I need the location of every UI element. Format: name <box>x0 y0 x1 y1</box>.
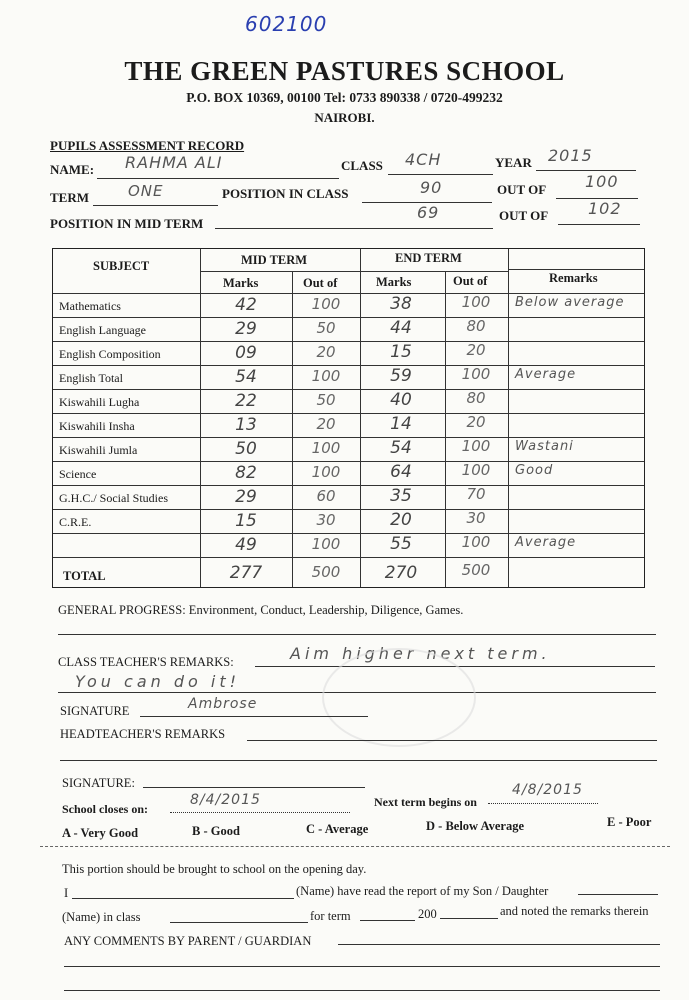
total-label: TOTAL <box>63 569 106 583</box>
mid-marks-cell: 54 <box>235 367 257 387</box>
outof2-label: OUT OF <box>499 208 549 223</box>
mid-outof-cell: 20 <box>316 415 336 433</box>
subject-header: SUBJECT <box>93 259 150 273</box>
mid-outof-header: Out of <box>303 276 338 290</box>
school-address: P.O. BOX 10369, 00100 Tel: 0733 890338 / 0720-499232 <box>186 90 503 105</box>
slip-term-line <box>360 920 415 921</box>
mid-marks-cell: 49 <box>235 535 257 555</box>
mid-marks-cell: 13 <box>235 415 257 435</box>
next-term-label: Next term begins on <box>374 795 477 809</box>
headteacher-line-2 <box>60 760 657 761</box>
class-line <box>388 174 493 175</box>
end-marks-cell: 15 <box>390 342 412 362</box>
grade-b: B - Good <box>192 824 240 838</box>
mid-marks-cell: 29 <box>235 487 257 507</box>
total-mid-outof: 500 <box>311 563 341 581</box>
subject-cell: Kiswahili Jumla <box>59 443 138 457</box>
school-name: THE GREEN PASTURES SCHOOL <box>124 56 565 86</box>
general-progress: GENERAL PROGRESS: Environment, Conduct, Leadership, Diligence, Games. <box>58 603 464 617</box>
end-marks-header: Marks <box>376 275 412 289</box>
grade-c: C - Average <box>306 822 369 836</box>
end-marks-cell: 54 <box>390 438 412 458</box>
comments-label: ANY COMMENTS BY PARENT / GUARDIAN <box>64 934 312 948</box>
subject-cell: Kiswahili Insha <box>59 419 135 433</box>
subject-cell: Science <box>59 467 97 481</box>
row-divider <box>53 509 644 510</box>
slip-line1-start: I <box>64 886 69 900</box>
outof-value: 100 <box>585 172 619 191</box>
subject-cell: Kiswahili Lugha <box>59 395 140 409</box>
remark-cell: Average <box>515 367 577 382</box>
end-marks-cell: 40 <box>390 390 412 410</box>
position-label: POSITION IN CLASS <box>222 186 349 201</box>
position-value: 90 <box>420 178 443 197</box>
record-title: PUPILS ASSESSMENT RECORD <box>50 138 245 153</box>
header-divider <box>508 269 644 270</box>
signature-value: Ambrose <box>188 696 258 712</box>
end-outof-cell: 30 <box>466 509 486 527</box>
remark-cell: Good <box>515 463 554 478</box>
row-divider <box>53 557 644 558</box>
comments-line-2 <box>64 966 660 967</box>
row-divider <box>53 317 644 318</box>
end-outof-cell: 100 <box>461 293 491 311</box>
comments-line-1 <box>338 944 660 945</box>
end-marks-cell: 35 <box>390 486 412 506</box>
endterm-header: END TERM <box>395 251 462 265</box>
mid-marks-header: Marks <box>223 276 259 290</box>
comments-line-3 <box>64 990 660 991</box>
slip-class-line <box>170 922 308 923</box>
signature2-label: SIGNATURE: <box>62 776 135 790</box>
subject-cell: English Composition <box>59 347 161 361</box>
subject-cell: English Total <box>59 371 123 385</box>
school-stamp <box>322 648 476 747</box>
mid-outof-cell: 100 <box>311 463 341 481</box>
closes-label: School closes on: <box>62 802 149 816</box>
row-divider <box>53 389 644 390</box>
mid-outof-cell: 100 <box>311 535 341 553</box>
end-outof-cell: 20 <box>466 413 486 431</box>
total-end-outof: 500 <box>461 561 491 579</box>
slip-name-line <box>72 898 294 899</box>
mid-marks-cell: 82 <box>235 463 257 483</box>
end-marks-cell: 38 <box>390 294 412 314</box>
outof-label: OUT OF <box>497 182 547 197</box>
year-line <box>536 170 636 171</box>
row-divider <box>53 365 644 366</box>
end-marks-cell: 55 <box>390 534 412 554</box>
row-divider <box>53 461 644 462</box>
end-outof-cell: 100 <box>461 461 491 479</box>
header-divider <box>200 271 508 272</box>
slip-line2-term: for term <box>310 909 351 923</box>
next-term-value: 4/8/2015 <box>512 782 583 798</box>
mid-outof-cell: 30 <box>316 511 336 529</box>
headteacher-line-1 <box>247 740 657 741</box>
end-marks-cell: 14 <box>390 414 412 434</box>
row-divider <box>53 533 644 534</box>
end-outof-header: Out of <box>453 274 488 288</box>
outof2-line <box>558 224 640 225</box>
mid-outof-cell: 50 <box>316 319 336 337</box>
marks-table <box>52 248 645 588</box>
end-outof-cell: 80 <box>466 317 486 335</box>
headteacher-label: HEADTEACHER'S REMARKS <box>60 727 226 741</box>
midterm-value: 69 <box>417 203 440 222</box>
midterm-header: MID TERM <box>241 253 308 267</box>
term-line <box>93 205 218 206</box>
mid-outof-cell: 100 <box>311 439 341 457</box>
name-line <box>97 178 339 179</box>
row-divider <box>53 485 644 486</box>
school-city: NAIROBI. <box>314 110 375 125</box>
end-outof-cell: 70 <box>466 485 486 503</box>
end-marks-cell: 64 <box>390 462 412 482</box>
outof2-value: 102 <box>588 199 622 218</box>
subject-cell: Mathematics <box>59 299 121 313</box>
subject-cell: G.H.C./ Social Studies <box>59 491 169 505</box>
midterm-label: POSITION IN MID TERM <box>50 216 204 231</box>
slip-year-line <box>440 918 498 919</box>
end-marks-cell: 20 <box>390 510 412 530</box>
end-outof-cell: 100 <box>461 365 491 383</box>
end-outof-cell: 80 <box>466 389 486 407</box>
grade-d: D - Below Average <box>426 819 525 833</box>
closes-line <box>170 812 350 813</box>
end-outof-cell: 20 <box>466 341 486 359</box>
row-divider <box>53 437 644 438</box>
reference-number: 602100 <box>245 12 328 36</box>
row-divider <box>53 413 644 414</box>
cut-line <box>40 846 670 847</box>
remark-cell: Wastani <box>515 439 574 454</box>
mid-marks-cell: 29 <box>235 319 257 339</box>
remark-cell: Average <box>515 535 577 550</box>
next-term-line <box>488 803 598 804</box>
slip-line2-start: (Name) in class <box>62 910 141 924</box>
midterm-line <box>215 228 493 229</box>
signature-line <box>140 716 368 717</box>
end-outof-cell: 100 <box>461 533 491 551</box>
class-value: 4CH <box>405 150 442 169</box>
row-divider <box>53 341 644 342</box>
progress-line <box>58 634 656 635</box>
header-bottom <box>53 293 644 294</box>
mid-marks-cell: 09 <box>235 343 257 363</box>
year-label: YEAR <box>495 155 532 170</box>
term-value: ONE <box>128 182 164 200</box>
slip-line2-end: and noted the remarks therein <box>500 904 649 918</box>
mid-marks-cell: 42 <box>235 295 257 315</box>
mid-marks-cell: 15 <box>235 511 257 531</box>
subject-cell: English Language <box>59 323 146 337</box>
remarks-header: Remarks <box>549 271 598 285</box>
mid-outof-cell: 20 <box>316 343 336 361</box>
end-outof-cell: 100 <box>461 437 491 455</box>
signature2-line <box>143 787 365 788</box>
mid-marks-cell: 22 <box>235 391 257 411</box>
slip-note: This portion should be brought to school on the opening day. <box>62 862 367 876</box>
mid-outof-cell: 100 <box>311 367 341 385</box>
class-teacher-remark-1: Aim higher next term. <box>290 644 551 663</box>
end-marks-cell: 59 <box>390 366 412 386</box>
remark-cell: Below average <box>515 295 625 310</box>
name-value: RAHMA ALI <box>125 153 223 172</box>
term-label: TERM <box>50 190 89 205</box>
class-teacher-label: CLASS TEACHER'S REMARKS: <box>58 655 234 669</box>
mid-outof-cell: 100 <box>311 295 341 313</box>
slip-line1-mid: (Name) have read the report of my Son / Daughter <box>296 884 549 898</box>
col-divider <box>200 249 201 587</box>
end-marks-cell: 44 <box>390 318 412 338</box>
grade-e: E - Poor <box>607 815 652 829</box>
total-mid: 277 <box>229 563 263 583</box>
class-teacher-remark-2: You can do it! <box>75 672 241 691</box>
slip-child-line <box>578 894 658 895</box>
class-label: CLASS <box>341 158 383 173</box>
mid-marks-cell: 50 <box>235 439 257 459</box>
total-end: 270 <box>384 563 418 583</box>
subject-cell: C.R.E. <box>59 515 92 529</box>
year-value: 2015 <box>548 146 593 165</box>
closes-value: 8/4/2015 <box>190 792 261 808</box>
signature-label: SIGNATURE <box>60 704 130 718</box>
slip-line2-year: 200 <box>418 907 437 921</box>
grade-a: A - Very Good <box>62 826 139 840</box>
mid-outof-cell: 50 <box>316 391 336 409</box>
mid-outof-cell: 60 <box>316 487 336 505</box>
name-label: NAME: <box>50 162 95 177</box>
